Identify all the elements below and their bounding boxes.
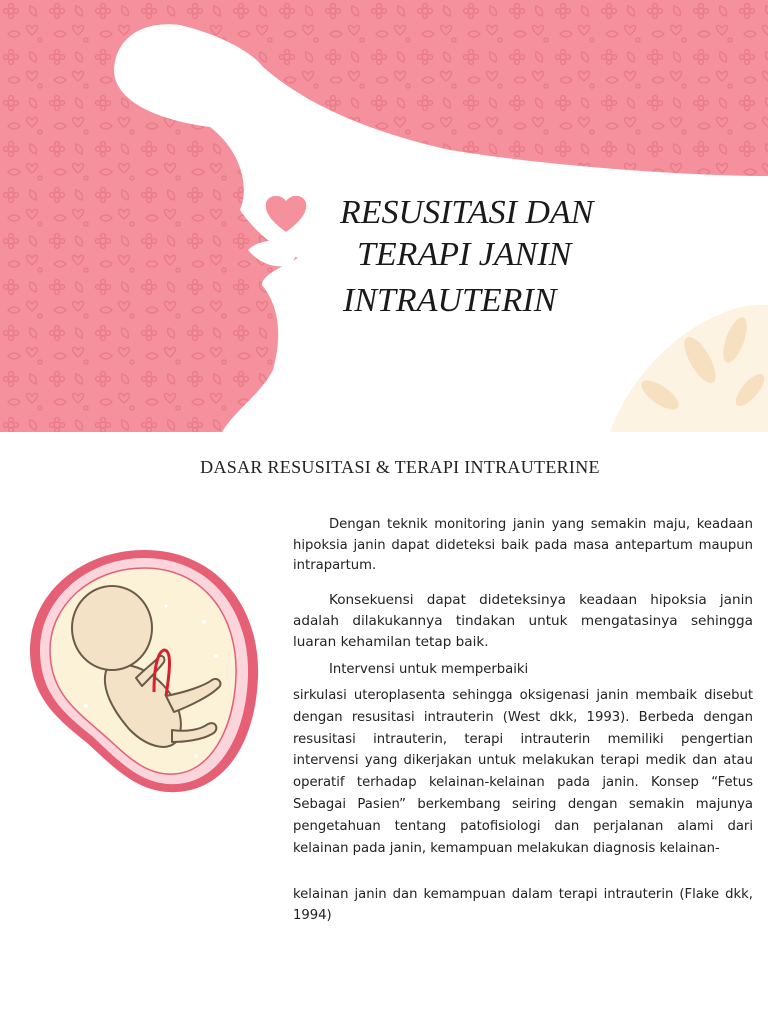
paragraph-resuscitation: sirkulasi uteroplasenta sehingga oksigenasi janin membaik disebut dengan resusitasi intrauterin (West dkk, 1993). Berbeda dengan resusitasi intrauterin, terapi intrauterin memiliki pengertian intervensi yang dikerjakan untuk melakukan terapi medik dan atau operatif terhadap kelainan-kelainan pada janin. Konsep “Fetus Sebagai Pasien” berkembang seiring dengan semakin majunya pengetahuan tentang patofisiologi dan perjalanan alami dari kelainan pada janin, kemampuan melakukan diagnosis kelainan- [293,688,753,856]
section-heading: DASAR RESUSITASI & TERAPI INTRAUTERINE [200,457,600,477]
fetus-in-womb-icon [26,546,262,796]
paragraph-monitoring: Dengan teknik monitoring janin yang semakin maju, keadaan hipoksia janin dapat dideteksi baik pada masa antepartum maupun intrapartum. [293,517,753,573]
title-line-3: INTRAUTERIN [343,282,557,319]
title-line-2: TERAPI JANIN [357,236,572,273]
title-line-1: RESUSITASI DAN [340,194,594,231]
paragraph-consequence: Konsekuensi dapat dideteksinya keadaan hipoksia janin adalah dilakukannya tindakan untuk mengatasinya sehingga luaran kehamilan tetap baik. [293,592,753,650]
paragraph-continuation: kelainan janin dan kemampuan dalam terapi intrauterin (Flake dkk, 1994) [293,887,753,923]
paragraph-intervention-lead: Intervensi untuk memperbaiki [329,662,529,677]
